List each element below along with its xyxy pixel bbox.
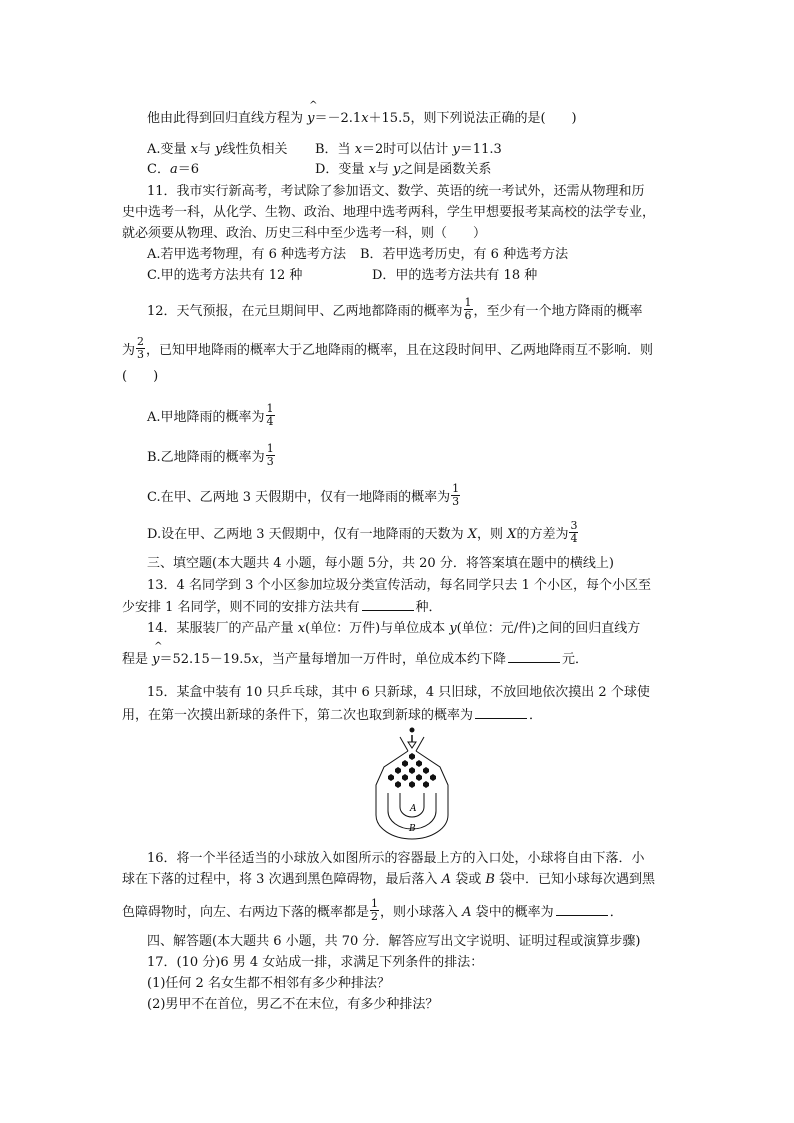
q16-line-2: 球在下落的过程中，将 3 次遇到黑色障碍物，最后落入 A 袋或 B 袋中．已知小球每次遇到黑 [122, 872, 656, 887]
ball-icon [410, 728, 415, 733]
q11-option-c: C.甲的选考方法共有 12 种 [147, 268, 303, 283]
section-3-heading: 三、填空题(本大题共 4 小题，每小题 5分，共 20 分．将答案填在题中的横线上) [147, 556, 614, 571]
q15-line-2: 用，在第一次摸出新球的条件下，第二次也取到新球的概率为 ． [122, 708, 543, 723]
answer-blank [508, 650, 560, 663]
q15-line-1: 15．某盒中装有 10 只乒乓球，其中 6 只新球，4 只旧球，不放回地依次摸出 2 个球使 [147, 685, 650, 700]
x-symbol: x [361, 111, 369, 126]
fraction: $\frac{2}{3}$ [137, 335, 145, 361]
text: ＝－2.1 [314, 111, 362, 126]
q10-option-c: C．a＝6 [147, 162, 199, 177]
q12-option-c: C.在甲、乙两地 3 天假期中，仅有一地降雨的概率为 $\frac{1}{3}$ [147, 482, 460, 508]
q14-line-2: 程是 ^ y＝52.15－19.5x，当产量每增加一万件时，单位成本约下降 元． [122, 650, 588, 669]
label-b: B [409, 824, 416, 834]
text: ＋15.5，则下列说法正确的是( ) [368, 111, 577, 126]
q12-option-d: D.设在甲、乙两地 3 天假期中，仅有一地降雨的天数为 X，则 X的方差为 $\frac{3}{4}$ [147, 519, 578, 545]
q12-line-1: 12．天气预报，在元旦期间甲、乙两地都降雨的概率为 $\frac{1}{6}$ ，至少有一个地方降雨的概率 [147, 296, 643, 322]
q16-line-1: 16．将一个半径适当的小球放入如图所示的容器最上方的入口处，小球将自由下落．小 [147, 851, 645, 866]
q12-line-3: ( ) [122, 369, 159, 384]
q12-line-2: 为 $\frac{2}{3}$ ，已知甲地降雨的概率大于乙地降雨的概率，且在这段时间甲、乙两地降雨互不影响．则 [122, 335, 654, 361]
arrow-down-icon [408, 742, 416, 748]
text: 他由此得到回归直线方程为 [147, 111, 308, 126]
y-hat-symbol: ^ y [307, 110, 314, 128]
q17-part-1: (1)任何 2 名女生都不相邻有多少种排法？ [147, 976, 390, 991]
q10-option-b: B．当 x＝2时可以估计 y＝11.3 [315, 142, 502, 157]
q12-option-a: A.甲地降雨的概率为 $\frac{1}{4}$ [147, 402, 274, 428]
answer-blank [556, 903, 608, 916]
q11-line-3: 就必须要从物理、政治、历史三科中至少选考一科，则（ ） [122, 226, 487, 241]
q11-option-d: D．甲的选考方法共有 18 种 [372, 268, 538, 283]
obstacles [388, 753, 436, 788]
galton-container-figure [370, 727, 454, 841]
q11-option-a: A.若甲选考物理，有 6 种选考方法 [147, 247, 347, 262]
q17-part-2: (2)男甲不在首位，男乙不在末位，有多少种排法？ [147, 997, 439, 1012]
q13-line-1: 13．4 名同学到 3 个小区参加垃圾分类宣传活动，每名同学只去 1 个小区，每个小区至 [147, 578, 652, 593]
q12-option-b: B.乙地降雨的概率为 $\frac{1}{3}$ [147, 442, 274, 468]
answer-blank [362, 598, 414, 611]
q11-option-b: B．若甲选考历史，有 6 种选考方法 [360, 247, 569, 262]
section-4-heading: 四、解答题(本大题共 6 小题，共 70 分．解答应写出文字说明、证明过程或演算步骤) [147, 934, 641, 949]
q10-option-a: A.变量 x与 y线性负相关 [147, 142, 288, 157]
regression-equation-line [147, 110, 577, 128]
q10-option-d: D．变量 x与 y之间是函数关系 [315, 162, 492, 177]
answer-blank [475, 706, 527, 719]
q14-line-1: 14．某服装厂的产品产量 x(单位：万件)与单位成本 y(单位：元/件)之间的回归直线方 [147, 621, 641, 636]
fraction: $\frac{1}{6}$ [464, 296, 472, 322]
q13-line-2: 少安排 1 名同学，则不同的安排方法共有 种． [122, 600, 442, 615]
q17-line-1: 17．(10 分)6 男 4 女站成一排，求满足下列条件的排法： [147, 955, 484, 970]
q16-line-3: 色障碍物时，向左、右两边下落的概率都是 $\frac{1}{2}$ ，则小球落入 A 袋中的概率为 ． [122, 897, 623, 923]
label-a: A [410, 804, 417, 814]
q11-line-2: 史中选考一科，从化学、生物、政治、地理中选考两科，学生甲想要报考某高校的法学专业， [122, 205, 656, 220]
q11-line-1: 11．我市实行新高考，考试除了参加语文、数学、英语的统一考试外，还需从物理和历 [147, 184, 645, 199]
